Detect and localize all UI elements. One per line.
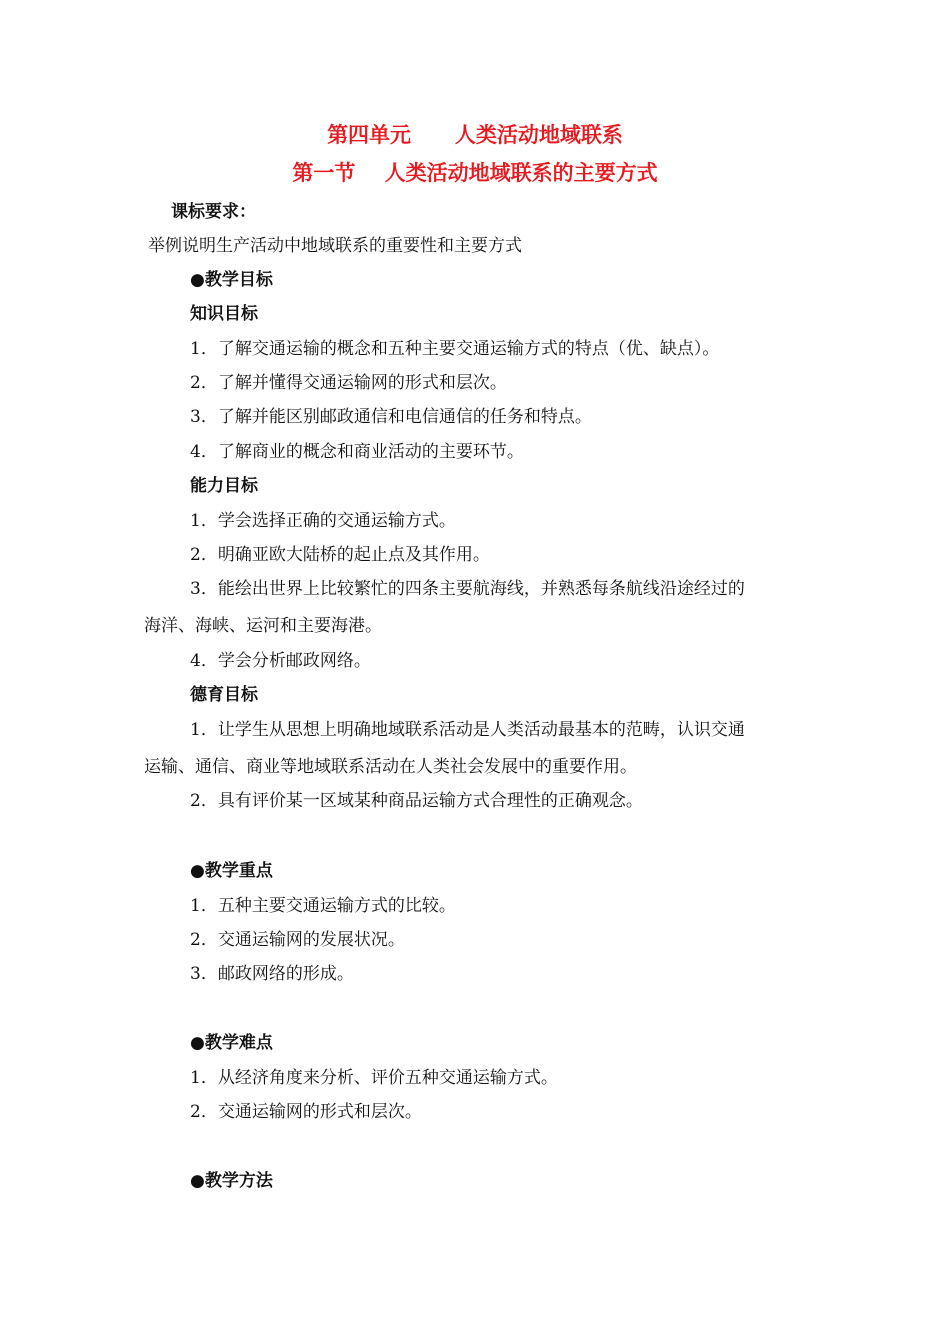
ability-heading: 能力目标 [190, 476, 258, 496]
moral-item-1-cont: 运输、通信、商业等地域联系活动在人类社会发展中的重要作用。 [144, 757, 637, 777]
section-title: 第一节 人类活动地域联系的主要方式 [292, 161, 658, 185]
ability-item-3: 3．能绘出世界上比较繁忙的四条主要航海线，并熟悉每条航线沿途经过的 [190, 579, 745, 599]
knowledge-heading: 知识目标 [190, 304, 258, 324]
unit-title: 第四单元 人类活动地域联系 [327, 123, 623, 147]
moral-heading: 德育目标 [190, 685, 258, 705]
difficulties-heading-text: 教学难点 [204, 1033, 273, 1053]
moral-item-1: 1．让学生从思想上明确地域联系活动是人类活动最基本的范畴，认识交通 [190, 720, 745, 740]
methods-heading [190, 1169, 273, 1193]
methods-heading-text: 教学方法 [204, 1171, 273, 1191]
knowledge-item-1: 1．了解交通运输的概念和五种主要交通运输方式的特点（优、缺点）。 [190, 339, 720, 359]
ability-item-4: 4．学会分析邮政网络。 [190, 651, 371, 671]
ability-item-2: 2．明确亚欧大陆桥的起止点及其作用。 [190, 545, 490, 565]
key-point-3: 3．邮政网络的形成。 [190, 964, 354, 984]
key-points-heading-text: 教学重点 [204, 861, 273, 881]
key-point-1: 1．五种主要交通运输方式的比较。 [190, 896, 456, 916]
difficulty-2: 2．交通运输网的形式和层次。 [190, 1102, 422, 1122]
difficulties-heading [190, 1031, 273, 1055]
knowledge-item-3: 3．了解并能区别邮政通信和电信通信的任务和特点。 [190, 407, 592, 427]
objectives-heading-text: 教学目标 [204, 270, 273, 290]
ability-item-1: 1．学会选择正确的交通运输方式。 [190, 511, 456, 531]
key-points-heading [190, 859, 273, 883]
difficulty-1: 1．从经济角度来分析、评价五种交通运输方式。 [190, 1068, 558, 1088]
moral-item-2: 2．具有评价某一区域某种商品运输方式合理性的正确观念。 [190, 791, 643, 811]
ability-item-3-cont: 海洋、海峡、运河和主要海港。 [144, 616, 382, 636]
knowledge-item-4: 4．了解商业的概念和商业活动的主要环节。 [190, 442, 524, 462]
key-point-2: 2．交通运输网的发展状况。 [190, 930, 405, 950]
knowledge-item-2: 2．了解并懂得交通运输网的形式和层次。 [190, 373, 507, 393]
curriculum-text: 举例说明生产活动中地域联系的重要性和主要方式 [148, 236, 522, 256]
curriculum-label: 课标要求： [171, 202, 256, 222]
objectives-heading [190, 268, 273, 292]
